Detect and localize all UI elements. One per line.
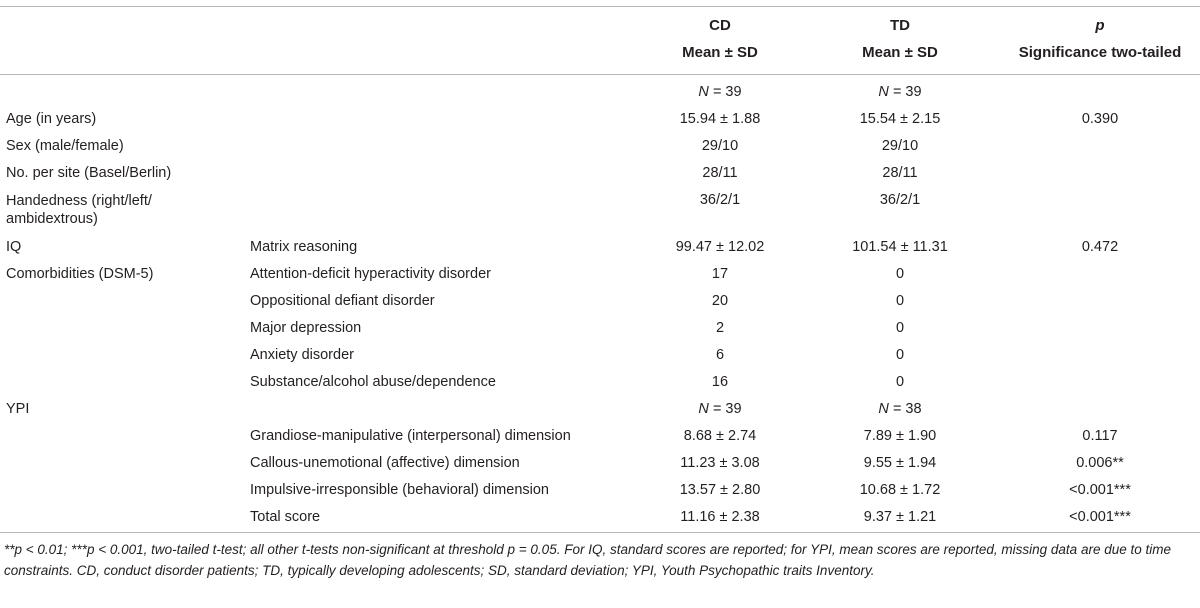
- cell-cd-value: 20: [711, 293, 729, 309]
- cell-cd-value: 15.94 ± 1.88: [679, 111, 761, 127]
- n-cd-value: = 39: [712, 401, 742, 417]
- table-bottom-rule: [0, 532, 1200, 533]
- cell-variable: IQ: [6, 239, 22, 255]
- cell-subvariable: Impulsive-irresponsible (behavioral) dimension: [250, 482, 549, 498]
- table-row: [0, 369, 1200, 396]
- cell-subvariable: Matrix reasoning: [250, 239, 358, 255]
- table-row: [0, 423, 1200, 450]
- table-row: [0, 504, 1200, 531]
- cell-subvariable: Oppositional defiant disorder: [250, 293, 435, 309]
- n-symbol: N: [698, 84, 709, 100]
- cell-cd-value: 6: [715, 347, 725, 363]
- n-symbol: N: [698, 401, 709, 417]
- cell-td-value: 0: [895, 293, 905, 309]
- cell-variable: Handedness (right/left/ ambidextrous): [6, 193, 152, 227]
- cell-td-value: 0: [895, 374, 905, 390]
- header-p-label: p: [1095, 17, 1105, 34]
- n-td-value: = 38: [892, 401, 922, 417]
- n-cd-value: = 39: [712, 84, 742, 100]
- table-top-rule: [0, 6, 1200, 7]
- cell-subvariable: Anxiety disorder: [250, 347, 354, 363]
- table-row: [0, 234, 1200, 261]
- cell-p-value: <0.001***: [1069, 482, 1131, 498]
- cell-td-value: 0: [895, 347, 905, 363]
- cell-td-value: 9.55 ± 1.94: [863, 455, 937, 471]
- cell-cd-value: 29/10: [701, 138, 739, 154]
- cell-td-value: 10.68 ± 1.72: [859, 482, 941, 498]
- cell-td-value: [820, 396, 980, 423]
- table-row: [0, 477, 1200, 504]
- table-row: [0, 160, 1200, 187]
- cell-cd-value: 2: [715, 320, 725, 336]
- cell-td-value: 0: [895, 266, 905, 282]
- n-td-value: = 39: [892, 84, 922, 100]
- cell-td-n: [820, 79, 980, 106]
- cell-cd-n: [640, 79, 800, 106]
- cell-cd-value: 8.68 ± 2.74: [683, 428, 757, 444]
- cell-td-value: 7.89 ± 1.90: [863, 428, 937, 444]
- table-row: [0, 288, 1200, 315]
- cell-cd-value: 16: [711, 374, 729, 390]
- table-row: [0, 261, 1200, 288]
- cell-td-value: 28/11: [882, 165, 918, 181]
- table-row: [0, 396, 1200, 423]
- table-row: [0, 450, 1200, 477]
- header-cd-stat: Mean ± SD: [682, 44, 758, 61]
- cell-cd-value: 11.23 ± 3.08: [680, 455, 760, 471]
- cell-td-value: 101.54 ± 11.31: [852, 239, 948, 255]
- table-row: [0, 342, 1200, 369]
- column-header-cd: [640, 12, 800, 66]
- cell-p-value: 0.390: [1081, 111, 1119, 127]
- n-symbol: N: [878, 401, 889, 417]
- header-td-label: TD: [890, 17, 910, 34]
- header-td-stat: Mean ± SD: [862, 44, 938, 61]
- cell-p-value: 0.006**: [1076, 455, 1124, 471]
- table-row: [0, 315, 1200, 342]
- cell-subvariable: Grandiose-manipulative (interpersonal) dimension: [250, 428, 571, 444]
- cell-cd-value: 28/11: [702, 165, 738, 181]
- table-header-rule: [0, 74, 1200, 75]
- cell-cd-value: 11.16 ± 2.38: [680, 509, 760, 525]
- table-row-n: [0, 79, 1200, 106]
- table-row: [0, 106, 1200, 133]
- cell-cd-value: 99.47 ± 12.02: [675, 239, 765, 255]
- cell-td-value: 0: [895, 320, 905, 336]
- header-p-desc: Significance two-tailed: [1018, 44, 1182, 61]
- cell-variable: Age (in years): [6, 111, 97, 127]
- cell-subvariable: Substance/alcohol abuse/dependence: [250, 374, 496, 390]
- cell-td-value: 29/10: [881, 138, 919, 154]
- cell-variable: YPI: [6, 401, 30, 417]
- cell-cd-value: 36/2/1: [699, 192, 741, 208]
- column-header-p: [1000, 12, 1200, 66]
- cell-cd-value: 17: [711, 266, 729, 282]
- cell-variable: No. per site (Basel/Berlin): [6, 165, 172, 181]
- cell-cd-value: 13.57 ± 2.80: [679, 482, 761, 498]
- cell-subvariable: Major depression: [250, 320, 362, 336]
- cell-td-value: 36/2/1: [879, 192, 921, 208]
- cell-subvariable: Callous-unemotional (affective) dimension: [250, 455, 520, 471]
- cell-cd-value: [640, 396, 800, 423]
- table-footnote: **p < 0.01; ***p < 0.001, two-tailed t-test; all other t-tests non-significant at threshold p = 0.05. For IQ, standard scores are reported; for YPI, mean scores are reported, missing data are due to time constraints. CD, conduct disorder patients; TD, typically developing adolescents; SD, standard deviation; YPI, Youth Psychopathic traits Inventory.: [4, 542, 1171, 578]
- cell-variable: Sex (male/female): [6, 138, 124, 154]
- table-row: [0, 133, 1200, 160]
- cell-p-value: <0.001***: [1069, 509, 1131, 525]
- table-row: [0, 187, 1200, 227]
- cell-subvariable: Attention-deficit hyperactivity disorder: [250, 266, 491, 282]
- cell-p-value: 0.472: [1081, 239, 1119, 255]
- column-header-td: [820, 12, 980, 66]
- cell-p-value: 0.117: [1082, 428, 1118, 444]
- cell-variable: Comorbidities (DSM-5): [6, 266, 154, 282]
- n-symbol: N: [878, 84, 889, 100]
- cell-td-value: 9.37 ± 1.21: [863, 509, 937, 525]
- cell-td-value: 15.54 ± 2.15: [859, 111, 941, 127]
- cell-subvariable: Total score: [250, 509, 321, 525]
- header-cd-label: CD: [709, 17, 731, 34]
